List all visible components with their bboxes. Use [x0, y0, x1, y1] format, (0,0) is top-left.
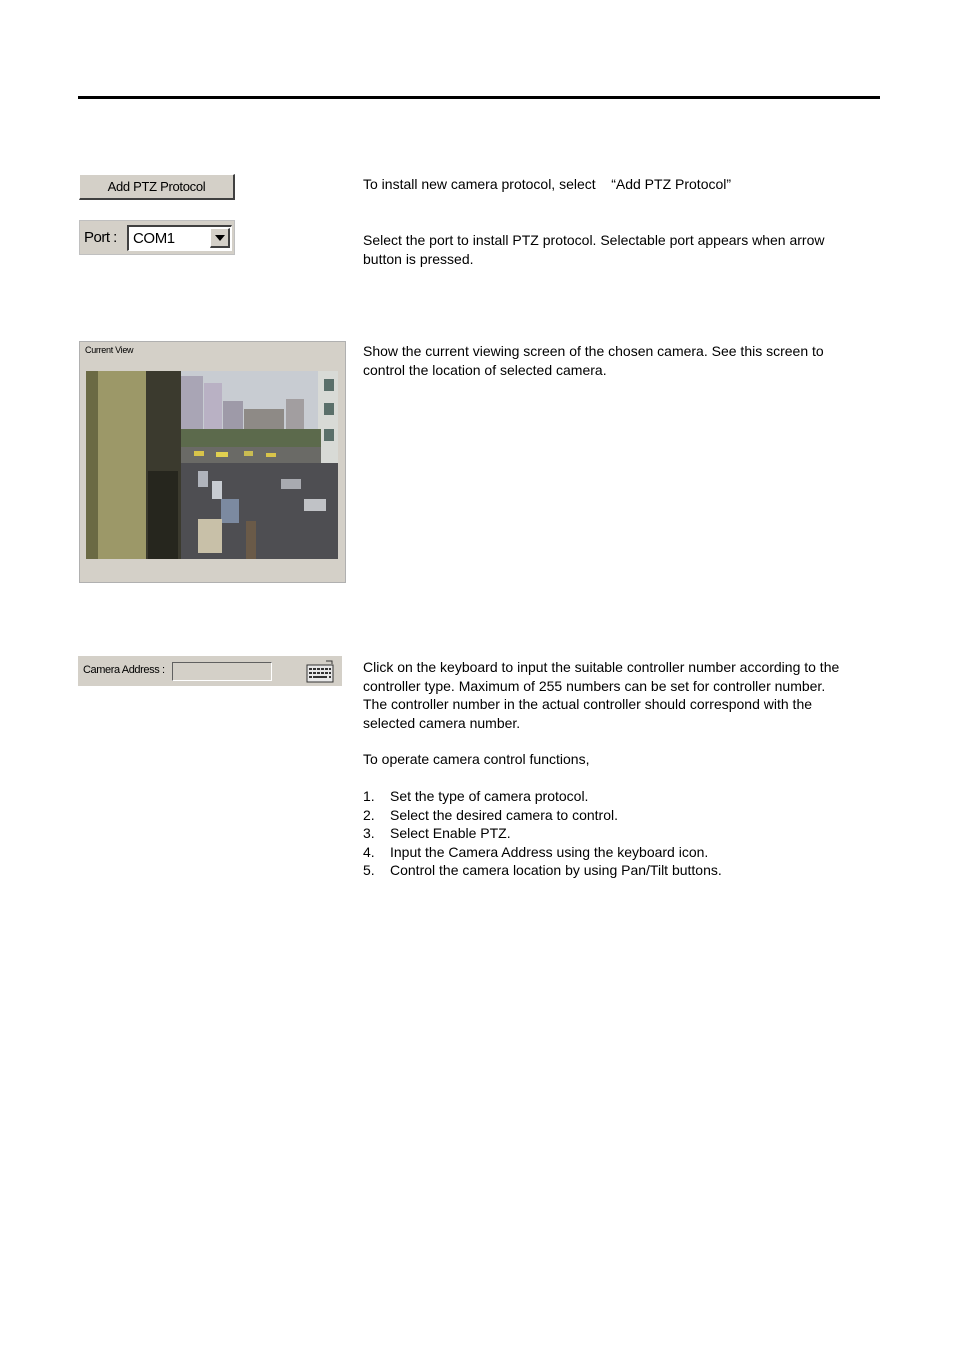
step-text: Select the desired camera to control.	[390, 806, 619, 823]
chevron-down-icon	[215, 235, 225, 241]
step-text: Input the Camera Address using the keyboard icon.	[390, 843, 709, 860]
current-view-description-line: control the location of selected camera.	[363, 361, 607, 378]
camera-address-description-line: controller type. Maximum of 255 numbers can be set for controller number.	[363, 677, 826, 694]
step-text: Select Enable PTZ.	[390, 825, 511, 841]
keyboard-icon[interactable]	[306, 660, 334, 684]
list-item	[363, 824, 722, 843]
camera-address-input[interactable]	[172, 662, 272, 681]
step-number: 3.	[363, 825, 375, 841]
port-select[interactable]	[127, 225, 232, 251]
current-view-description-line: Show the current viewing screen of the chosen camera. See this screen to	[363, 343, 824, 359]
step-number: 5.	[363, 862, 375, 878]
port-description-line: button is pressed.	[363, 250, 474, 267]
header-rule	[78, 96, 880, 99]
list-item	[363, 806, 722, 825]
camera-address-description-line: selected camera number.	[363, 714, 521, 731]
port-dropdown-button[interactable]	[210, 228, 230, 248]
operate-intro: To operate camera control functions,	[363, 751, 590, 767]
camera-address-description-line: Click on the keyboard to input the suitable controller number according to the	[363, 659, 840, 675]
camera-address-description-line: The controller number in the actual controller should correspond with the	[363, 696, 813, 712]
step-number: 1.	[363, 788, 375, 804]
step-text: Control the camera location by using Pan/Tilt buttons.	[390, 862, 722, 878]
step-text: Set the type of camera protocol.	[390, 788, 589, 804]
step-number: 2.	[363, 806, 375, 823]
list-item	[363, 861, 722, 880]
port-label: Port :	[84, 229, 117, 246]
current-view-panel	[79, 341, 346, 583]
current-view-title: Current View	[85, 345, 134, 355]
camera-address-panel	[78, 656, 342, 686]
camera-address-description	[363, 658, 839, 732]
step-number: 4.	[363, 843, 375, 860]
list-item	[363, 843, 722, 862]
operation-steps-list	[363, 787, 722, 880]
add-ptz-description: To install new camera protocol, select “Add PTZ Protocol”	[363, 176, 732, 192]
port-description	[363, 231, 824, 268]
port-select-value: COM1	[133, 230, 175, 247]
list-item	[363, 787, 722, 806]
current-view-description	[363, 342, 824, 379]
port-description-line: Select the port to install PTZ protocol. Selectable port appears when arrow	[363, 232, 825, 248]
camera-view-image	[86, 371, 338, 559]
camera-address-label: Camera Address :	[83, 664, 165, 676]
add-ptz-protocol-button[interactable]: Add PTZ Protocol	[79, 174, 235, 200]
port-panel	[79, 220, 235, 255]
